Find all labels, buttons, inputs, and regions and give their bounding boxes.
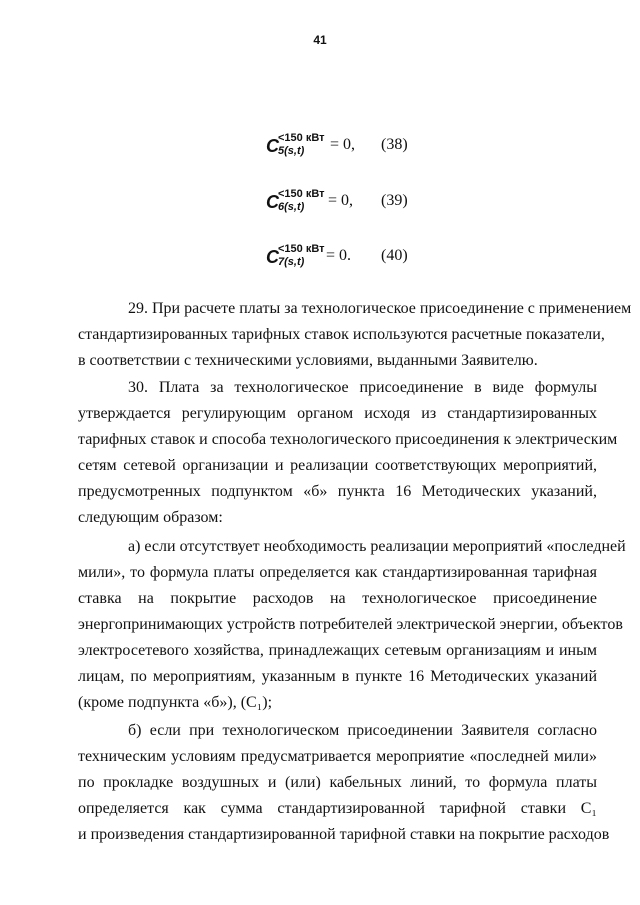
paragraph-line: энергопринимающих устройств потребителей электрической энергии, объектов — [78, 616, 623, 633]
paragraph-line: 29. При расчете платы за технологическое присоединение с применением — [128, 300, 632, 317]
paragraph-line: в соответствии с техническими условиями, выданными Заявителю. — [78, 352, 538, 369]
equation-number: (39) — [381, 192, 408, 209]
paragraph-line: а) если отсутствует необходимость реализации мероприятий «последней — [128, 538, 626, 555]
paragraph-line: стандартизированных тарифных ставок используются расчетные показатели, — [78, 326, 605, 343]
paragraph-line: 30. Плата за технологическое присоединение в виде формулы — [128, 379, 597, 396]
equation-number: (40) — [381, 247, 408, 264]
formula-subscript: 7(s,t) — [278, 256, 305, 268]
formula-symbol: C — [266, 136, 279, 156]
paragraph-line: (кроме подпункта «б»), (С₁); — [78, 694, 273, 711]
paragraph-line: и произведения стандартизированной тарифной ставки на покрытие расходов — [78, 826, 610, 843]
paragraph-line: б) если при технологическом присоединении Заявителя согласно — [128, 722, 597, 739]
paragraph-line: техническим условиям предусматривается мероприятие «последней мили» — [78, 748, 597, 765]
formula-rhs: = 0. — [326, 247, 352, 264]
paragraph-line: тарифных ставок и способа технологического присоединения к электрическим — [78, 431, 618, 448]
equation-number: (38) — [381, 136, 408, 153]
paragraph-line: предусмотренных подпунктом «б» пункта 16 Методических указаний, — [78, 483, 597, 500]
paragraph-line: утверждается регулирующим органом исходя из стандартизированных — [78, 405, 597, 422]
paragraph-line: определяется как сумма стандартизированной тарифной ставки С₁ — [78, 800, 597, 817]
paragraph-30 — [78, 375, 618, 531]
paragraph-line: ставка на покрытие расходов на технологическое присоединение — [78, 590, 597, 607]
formula-subscript: 5(s,t) — [278, 145, 305, 157]
paragraph-a — [78, 534, 626, 716]
formula-rhs: = 0, — [330, 136, 356, 153]
paragraph-line: сетям сетевой организации и реализации соответствующих мероприятий, — [78, 457, 597, 474]
formula-superscript: <150 кВт — [278, 188, 325, 200]
paragraph-line: мили», то формула платы определяется как стандартизированная тарифная — [78, 564, 597, 581]
formula-symbol: C — [266, 192, 279, 212]
formula-superscript: <150 кВт — [278, 243, 325, 255]
formula-subscript: 6(s,t) — [278, 201, 305, 213]
formula-superscript: <150 кВт — [278, 132, 325, 144]
paragraph-29 — [78, 296, 632, 374]
formula-rhs: = 0, — [328, 192, 354, 209]
paragraph-line: лицам, по мероприятиям, указанным в пункте 16 Методических указаний — [78, 668, 597, 685]
page-number: 41 — [313, 33, 327, 47]
paragraph-line: электросетевого хозяйства, принадлежащих сетевым организациям и иным — [78, 642, 597, 659]
formula-symbol: C — [266, 247, 279, 267]
paragraph-b — [78, 718, 610, 848]
paragraph-line: следующим образом: — [78, 509, 223, 526]
paragraph-line: по прокладке воздушных и (или) кабельных линий, то формула платы — [78, 774, 597, 791]
